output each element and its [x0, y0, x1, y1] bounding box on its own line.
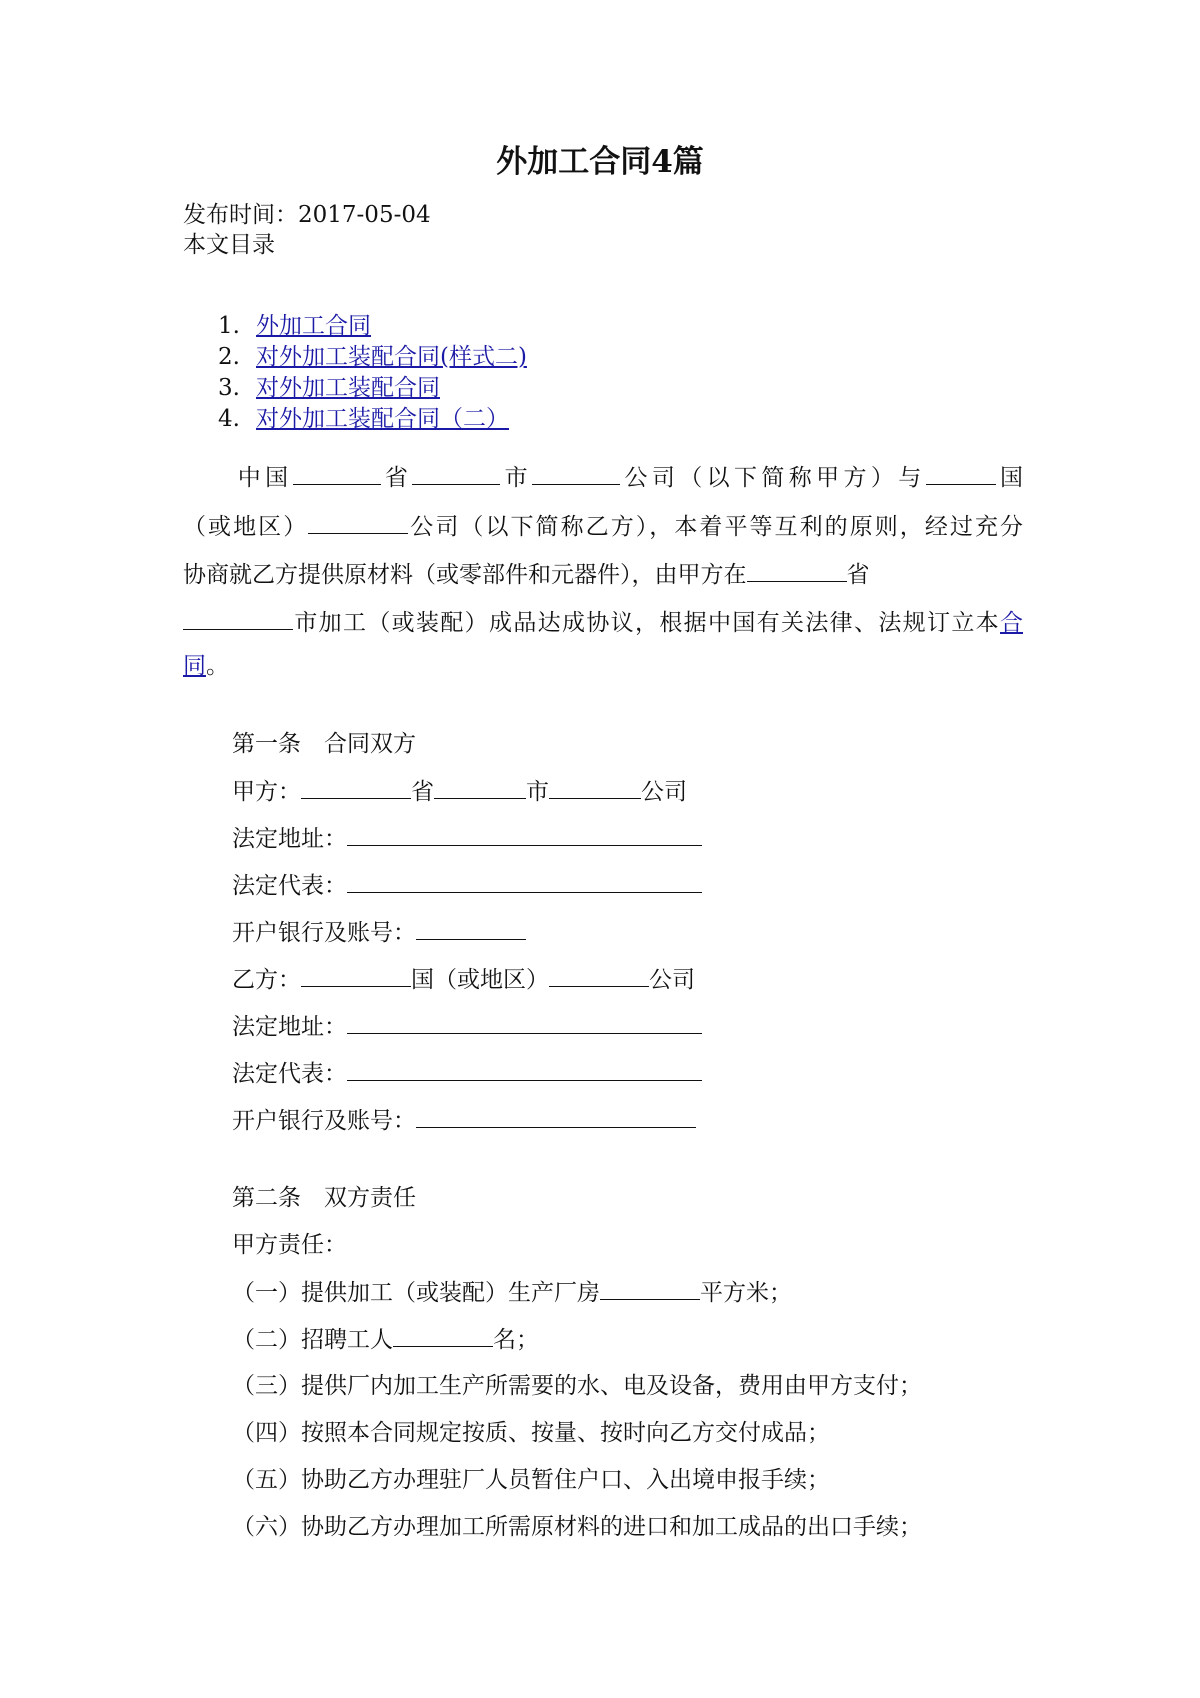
intro-line-1: 中国 省 市 公司（以下简称甲方）与 国 [183, 462, 1023, 493]
party-b-row: 乙方： 国（或地区） 公司 [232, 964, 695, 995]
blank-field [600, 1277, 700, 1300]
blank-field [549, 776, 641, 799]
toc-link-1[interactable]: 外加工合同 [256, 313, 371, 339]
blank-field [416, 1105, 696, 1128]
party-b-rep-row: 法定代表： [232, 1058, 702, 1089]
party-a-bank-row: 开户银行及账号： [232, 917, 526, 948]
toc-number: 4. [218, 406, 240, 432]
toc-link-3[interactable]: 对外加工装配合同 [256, 375, 440, 401]
toc-item [218, 373, 440, 403]
toc-number: 1. [218, 313, 240, 339]
blank-field [347, 870, 702, 893]
blank-field [347, 1011, 702, 1034]
toc-link-4[interactable]: 对外加工装配合同（二） [256, 406, 509, 432]
blank-field [532, 462, 620, 485]
article-2-heading: 第二条 双方责任 [232, 1185, 416, 1211]
toc-item [218, 311, 371, 341]
blank-field [347, 1058, 702, 1081]
toc-link-2[interactable]: 对外加工装配合同(样式二) [256, 344, 527, 370]
blank-field [301, 776, 411, 799]
party-a-address-row: 法定地址： [232, 823, 702, 854]
blank-field [393, 1324, 493, 1347]
party-a-duty-heading: 甲方责任： [232, 1232, 347, 1258]
party-a-rep-row: 法定代表： [232, 870, 702, 901]
blank-field [301, 964, 411, 987]
blank-field [747, 559, 847, 582]
intro-line-3: 协商就乙方提供原材料（或零部件和元器件），由甲方在 省 [183, 559, 1023, 590]
toc-number: 3. [218, 375, 240, 401]
blank-field [434, 776, 526, 799]
blank-field [412, 462, 500, 485]
duty-item-6: （六）协助乙方办理加工所需原材料的进口和加工成品的出口手续； [232, 1514, 922, 1540]
toc-item [218, 404, 509, 434]
article-1-heading: 第一条 合同双方 [232, 731, 416, 757]
toc-number: 2. [218, 344, 240, 370]
toc-item [218, 342, 527, 372]
party-b-address-row: 法定地址： [232, 1011, 702, 1042]
blank-field [183, 607, 293, 630]
party-b-bank-row: 开户银行及账号： [232, 1105, 696, 1136]
contract-link[interactable]: 同 [183, 653, 206, 679]
blank-field [293, 462, 381, 485]
publish-time: 发布时间：2017-05-04 [183, 202, 431, 228]
intro-line-4: 市加工（或装配）成品达成协议，根据中国有关法律、法规订立本合 [183, 607, 1023, 638]
blank-field [416, 917, 526, 940]
blank-field [308, 511, 408, 534]
duty-item-2: （二）招聘工人 名； [232, 1324, 539, 1355]
blank-field [347, 823, 702, 846]
party-a-row: 甲方： 省 市 公司 [232, 776, 687, 807]
blank-field [926, 462, 996, 485]
duty-item-3: （三）提供厂内加工生产所需要的水、电及设备，费用由甲方支付； [232, 1373, 922, 1399]
contract-link[interactable]: 合 [1000, 610, 1023, 636]
document-title: 外加工合同4篇 [496, 144, 704, 180]
duty-item-4: （四）按照本合同规定按质、按量、按时向乙方交付成品； [232, 1420, 830, 1446]
blank-field [549, 964, 649, 987]
toc-heading: 本文目录 [183, 232, 275, 258]
intro-line-2: （或地区） 公司（以下简称乙方），本着平等互利的原则，经过充分 [183, 511, 1023, 542]
duty-item-1: （一）提供加工（或装配）生产厂房 平方米； [232, 1277, 792, 1308]
duty-item-5: （五）协助乙方办理驻厂人员暂住户口、入出境申报手续； [232, 1467, 830, 1493]
intro-line-5: 同。 [183, 653, 229, 679]
